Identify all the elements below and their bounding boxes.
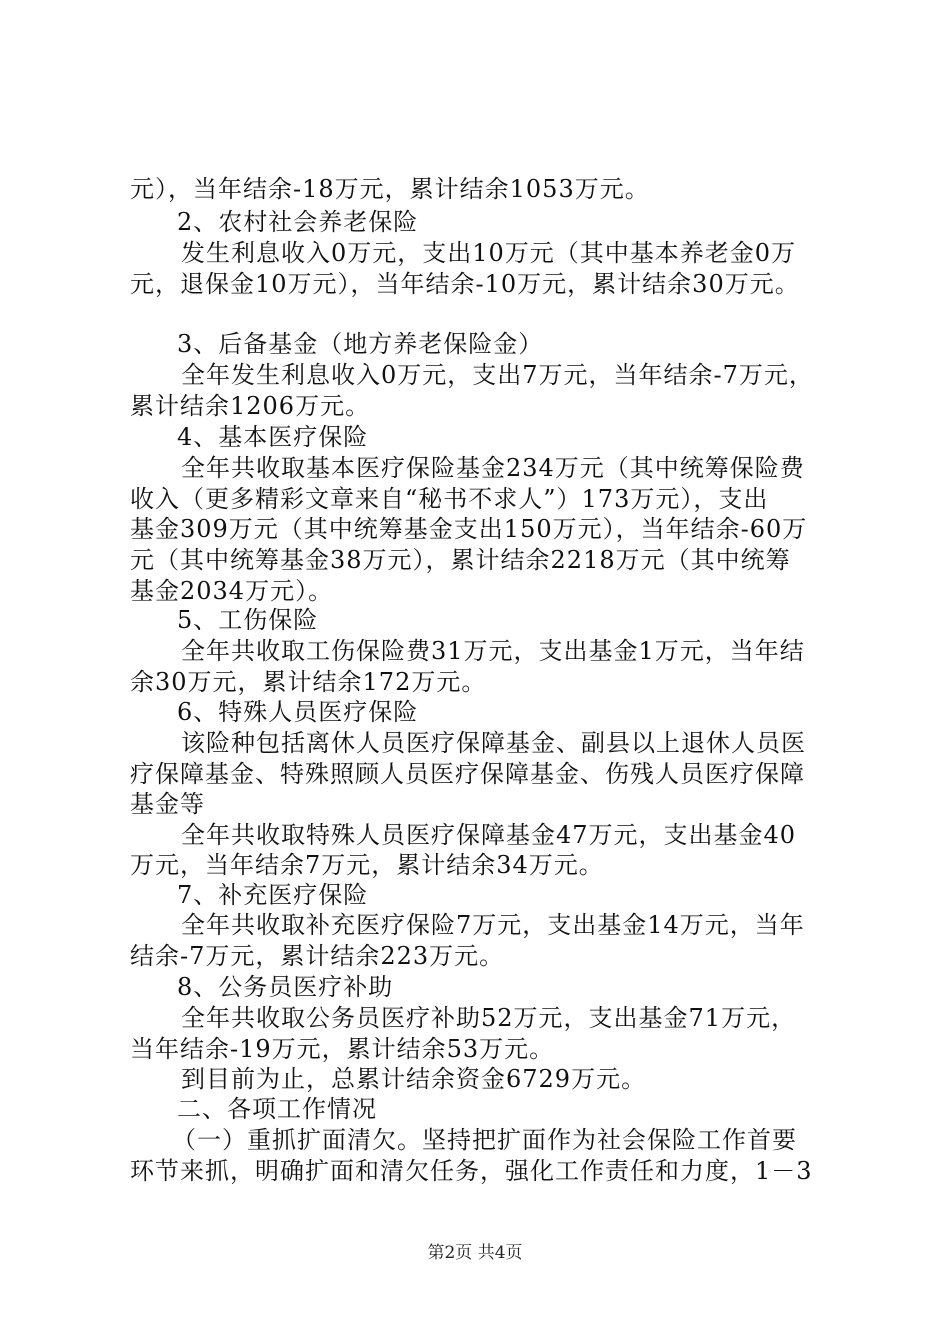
text-line: 元，退保金10万元），当年结余-10万元，累计结余30万元。 [130, 270, 800, 298]
page-footer: 第2页 共4页 [427, 1243, 523, 1263]
section-heading: 8、公务员医疗补助 [177, 973, 394, 1001]
text-line: 全年共收取补充医疗保险7万元，支出基金14万元，当年 [181, 911, 805, 939]
text-line: 环节来抓，明确扩面和清欠任务，强化工作责任和力度，1－3 [130, 1157, 813, 1185]
text-line: 该险种包括离休人员医疗保障基金、副县以上退休人员医 [181, 729, 806, 757]
section-heading: 7、补充医疗保险 [177, 881, 369, 909]
section-heading: 5、工伤保险 [177, 606, 319, 634]
section-heading: 4、基本医疗保险 [177, 423, 369, 451]
text-line: 疗保障基金、特殊照顾人员医疗保障基金、伤残人员医疗保障 [130, 760, 805, 788]
text-line: 全年共收取公务员医疗补助52万元，支出基金71万元， [181, 1004, 797, 1032]
text-line: 到目前为止，总累计结余资金6729万元。 [181, 1065, 647, 1093]
section-heading: 6、特殊人员医疗保险 [177, 698, 419, 726]
text-line: 全年共收取工伤保险费31万元，支出基金1万元，当年结 [181, 637, 805, 665]
text-line: 结余-7万元，累计结余223万元。 [130, 942, 505, 970]
text-line: 基金2034万元）。 [130, 577, 334, 605]
text-line: 全年共收取基本医疗保险基金234万元（其中统筹保险费 [181, 454, 805, 482]
text-line: 元），当年结余-18万元，累计结余1053万元。 [130, 175, 650, 203]
text-line: 全年发生利息收入0万元，支出7万元，当年结余-7万元， [181, 361, 814, 389]
text-line: （一）重抓扩面清欠。坚持把扩面作为社会保险工作首要 [172, 1126, 797, 1154]
section-heading: 二、各项工作情况 [177, 1095, 377, 1123]
text-line: 收入（更多精彩文章来自“秘书不求人”）173万元），支出 [130, 485, 769, 513]
text-line: 基金309万元（其中统筹基金支出150万元），当年结余-60万 [130, 515, 808, 543]
text-line: 元（其中统筹基金38万元），累计结余2218万元（其中统筹 [130, 546, 791, 574]
text-line: 当年结余-19万元，累计结余53万元。 [130, 1035, 555, 1063]
text-line: 万元，当年结余7万元，累计结余34万元。 [130, 851, 604, 879]
text-line: 基金等 [130, 790, 205, 818]
text-line: 发生利息收入0万元，支出10万元（其中基本养老金0万 [181, 239, 797, 267]
text-line: 全年共收取特殊人员医疗保障基金47万元，支出基金40 [181, 821, 797, 849]
text-line: 余30万元，累计结余172万元。 [130, 668, 487, 696]
section-heading: 3、后备基金（地方养老保险金） [177, 330, 544, 358]
text-line: 累计结余1206万元。 [130, 392, 371, 420]
section-heading: 2、农村社会养老保险 [177, 208, 419, 236]
